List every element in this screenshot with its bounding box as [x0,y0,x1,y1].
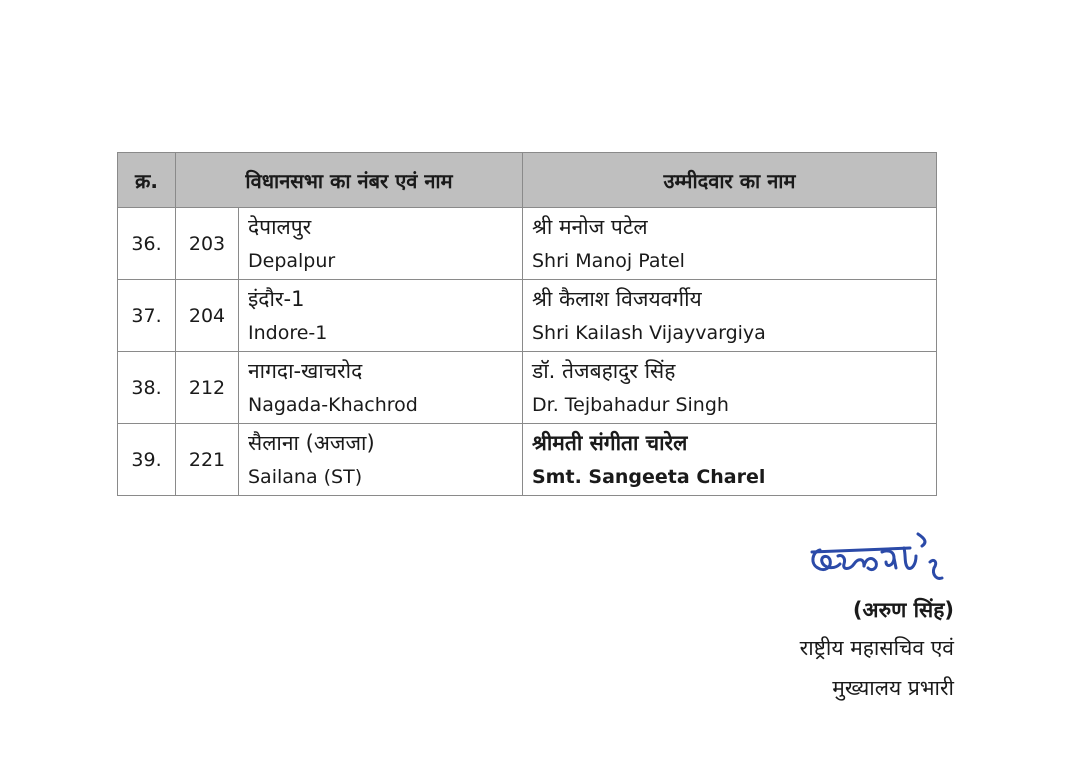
constituency-number-cell: 212 [176,352,239,424]
constituency-name-cell [239,352,523,424]
table-row [118,208,937,280]
constituency-name-hindi: नागदा-खाचरोद [248,358,363,383]
table-row [118,352,937,424]
constituency-name-hindi: सैलाना (अजजा) [248,430,375,455]
constituency-name-english: Depalpur [248,249,336,272]
serial-number-cell: 39. [118,424,176,496]
table-row [118,280,937,352]
signatory-block [800,592,954,708]
candidate-name-cell [523,424,937,496]
constituency-name-hindi: देपालपुर [248,214,312,239]
constituency-name-english: Sailana (ST) [248,465,363,488]
candidate-name-english: Dr. Tejbahadur Singh [532,393,729,416]
constituency-name-english: Nagada-Khachrod [248,393,418,416]
constituency-name-english: Indore-1 [248,321,328,344]
constituency-number-cell: 204 [176,280,239,352]
constituency-name-cell [239,208,523,280]
signatory-designation-line-1: राष्ट्रीय महासचिव एवं [799,636,954,660]
constituency-number-cell: 221 [176,424,239,496]
candidate-name-english: Smt. Sangeeta Charel [532,465,766,488]
header-serial-number: क्र. [118,153,176,208]
candidate-name-cell [523,352,937,424]
serial-number-cell: 36. [118,208,176,280]
candidate-name-cell [523,280,937,352]
constituency-number-cell: 203 [176,208,239,280]
header-candidate: उम्मीदवार का नाम [523,153,937,208]
constituency-name-cell [239,280,523,352]
handwritten-signature [806,528,956,588]
table-header-row [118,153,937,208]
header-constituency: विधानसभा का नंबर एवं नाम [176,153,523,208]
signatory-name: (अरुण सिंह) [852,598,954,622]
table-row [118,424,937,496]
signatory-designation-line-2: मुख्यालय प्रभारी [832,676,954,700]
serial-number-cell: 37. [118,280,176,352]
candidate-name-hindi: श्री मनोज पटेल [532,214,648,239]
candidate-name-english: Shri Manoj Patel [532,249,685,272]
candidate-name-hindi: श्री कैलाश विजयवर्गीय [532,286,702,311]
candidate-name-hindi: डॉ. तेजबहादुर सिंह [532,358,676,383]
candidate-table [117,152,937,496]
candidate-name-cell [523,208,937,280]
constituency-name-hindi: इंदौर-1 [248,286,305,311]
candidate-name-hindi: श्रीमती संगीता चारेल [532,430,688,455]
constituency-name-cell [239,424,523,496]
candidate-name-english: Shri Kailash Vijayvargiya [532,321,766,344]
serial-number-cell: 38. [118,352,176,424]
